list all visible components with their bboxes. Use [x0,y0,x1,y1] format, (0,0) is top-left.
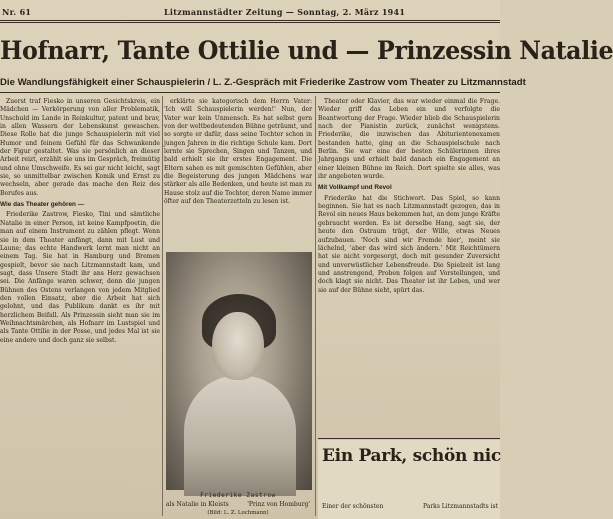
page-number: Nr. 61 [2,7,32,17]
paragraph: erklärte sie kategorisch dem Herrn Vater: 'Ich will Schauspielerin werden!' Nun, der Vater war kein Unmensch. Es hat selbst gern von der weltbedeutenden Bühne geträumt, und so sorgte er dafür, dass seine Tochter schon in jungen Jahren in die richtige Schule kam. Dort lernte sie Sprechen, Singen und Tanzen, und bald erhielt sie ihr erstes Engagement. Die Eltern sahen es mit gemischten Gefühlen, aber die Begeisterung des jungen Mädchens war stärker als alle Bedenken, und heute ist man zu Hause stolz auf die Tochter, deren Name immer öfter auf den Theaterzetteln zu lesen ist. [164,98,312,206]
park-article [318,440,500,519]
column-divider [162,96,163,516]
park-teaser-right: Parks Litzmannstadts ist [422,503,498,510]
masthead [0,5,500,19]
column-2 [164,98,312,248]
photo-shoulders [184,376,296,496]
photo-face [212,312,264,380]
paragraph: Zuerst traf Fiesko in unseren Gesichtskreis, ein Mädchen — Verkörperung von aller Problematik, Unschuld im Lande in Reinkultur, patent und brav, in allen Wassern der Lebenskunst gewaschen. Diese Rolle hat die junge Schauspielerin mit viel Humor und feinem Gefühl für das Schwankende der Figur gestaltet. Was sie persönlich an dieser Arbeit reizt, erzählt sie uns im Gespräch, freimütig und ohne Umschweife. Es sei gar nicht leicht, sagt sie, so unmittelbar zwischen Komik und Ernst zu wechseln, aber gerade das mache den Reiz des Berufes aus. [0,98,160,197]
newspaper-title: Litzmannstädter Zeitung — Sonntag, 2. März 1941 [164,7,406,17]
paragraph: Friederike Zastrow, Fiesko, Tini und sämtliche Natalie in einer Person, ist keine Kampfpoetin, die man auf einem Instrument zu zählen pflegt. Wenn sie in dem Theater anfängt, dann mit Lust und Laune; das echte Handwerk lernt man nicht an einem Tag. Sie hat in Hamburg und Bremen gespielt, bevor sie nach Litzmannstadt kam, und sagt, dass Unsere Stadt ihr ans Herz gewachsen sei. Die Anfänge waren schwer, denn die jungen Bühnen des Ostens verlangen von jedem Mitglied den vollen Einsatz, aber die Arbeit hat sich gelohnt, und das Publikum dankt es ihr mit herzlichem Beifall. Als Prinzessin sieht man sie im Weihnachtsmärchen, als Hofnarr im Lustspiel und als Tante Ottilie in der Posse, und jedes Mal ist sie eine andere und doch ganz sie selbst. [0,211,160,344]
paragraph: Friederike hat die Stichwort. Das Spiel, so kann beginnen. Sie hat es nach Litzmannstadt gezogen, das in Revol ein neues Haus bekommen hat, an dem junge Kräfte gebraucht werden. Es ist derselbe Hang, sagt sie, der heute den Ostraum trägt, der Wille, etwas Neues aufzubauen. 'Noch sind wir Fremde hier', meint sie lächelnd, 'aber das wird sich ändern.' Mit Reichtümern hat sie nicht vorgesorgt, doch mit gesunder Zuversicht und unverwüstlicher Lebensfreude. Die Spielzeit ist lang und anstrengend, Proben folgen auf Vorstellungen, und doch klagt sie nicht. Das Theater ist ihr Leben, und wer sie auf der Bühne sieht, spürt das. [318,194,500,294]
column-1 [0,98,160,519]
paragraph: Theater oder Klavier, das war wieder einmal die Frage. Wieder griff das Leben ein und verfolgte die Beantwortung der Frage. Wieder blieb die Schauspielerin nach der Pianistin zurück, zunächst wenigstens. Friederike, die inzwischen das Abiturientenexamen bestanden hatte, ging an die Schauspielschule nach Berlin. Sie war eine der besten Schülerinnen ihres Jahrgangs und erhielt bald danach ein Engagement an einer kleinen Bühne im Reich. Dort spielte sie alles, was ihr angeboten wurde. [318,98,500,181]
article-subhead: Die Wandlungsfähigkeit einer Schauspielerin / L. Z.-Gespräch mit Friederike Zastrow vom Theater zu Litzmannstadt [0,77,526,88]
subhead-rule [0,92,500,93]
portrait-photo [166,252,312,490]
caption-play: 'Prinz von Homburg' [247,501,310,508]
photo-credit: (Bild: L. Z. Lochmann) [207,510,269,516]
section-heading: Mit Vollkampf und Revol [318,184,392,192]
masthead-rule-double [0,22,500,23]
park-teaser-left: Einer der schönsten [322,503,384,510]
masthead-rule [0,20,500,21]
article-headline: Hofnarr, Tante Ottilie und — Prinzessin Natalie [0,36,613,65]
park-teaser [322,503,498,510]
section-heading: Wie das Theater gehören — [0,201,85,209]
caption-name: Friederike Zastrow [200,492,276,499]
column-divider [315,96,316,516]
ad-rule [318,438,500,439]
park-headline: Ein Park, schön nic [322,446,501,466]
column-3 [318,98,500,438]
caption-role: als Natalie in Kleists [166,501,229,508]
